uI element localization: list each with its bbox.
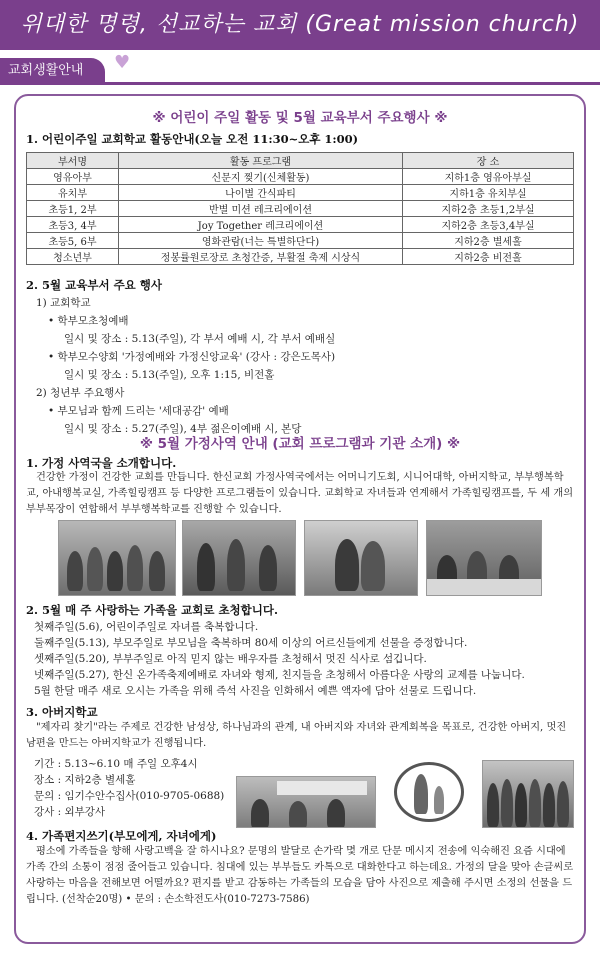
section-header-education: ※ 어린이 주일 활동 및 5월 교육부서 주요행사 ※	[152, 110, 448, 126]
table-row	[27, 249, 574, 265]
cell-program: 나이별 간식파티	[119, 185, 403, 201]
part1-title: 1. 어린이주일 교회학교 활동안내(오늘 오전 11:30~오후 1:00)	[26, 132, 359, 146]
page-banner: 위대한 명령, 선교하는 교회 (Great mission church)	[0, 0, 600, 50]
cell-program: 영화관람(너는 특별하단다)	[119, 233, 403, 249]
heart-icon: ♥	[114, 52, 131, 73]
photo-dinner	[426, 520, 542, 596]
part2-line: 2) 청년부 주요행사	[36, 387, 125, 399]
family2-line: 넷째주일(5.27), 한신 온가족축제예배로 자녀와 형제, 친지들을 초청해서 아름다운 사랑의 교제를 나눕니다.	[34, 669, 525, 681]
cell-dept: 청소년부	[27, 249, 119, 265]
section-header-family: ※ 5월 가정사역 안내 (교회 프로그램과 기관 소개) ※	[139, 436, 461, 452]
cell-place: 지하2층 별세홀	[403, 233, 574, 249]
part2-line: 일시 및 장소 : 5.27(주일), 4부 젊은이예배 시, 본당	[64, 423, 302, 435]
cell-place: 지하1층 유치부실	[403, 185, 574, 201]
family2-line: 둘째주일(5.13), 부모주일로 부모님을 축복하며 80세 이상의 어르신들에게 선물을 증정합니다.	[34, 637, 468, 649]
photo-father-class	[236, 776, 376, 828]
cell-place: 지하2층 초등1,2부실	[403, 201, 574, 217]
family2-line: 5월 한달 매주 새로 오시는 가족을 위해 즉석 사진을 인화해서 예쁜 액자에 담아 선물로 드립니다.	[34, 685, 477, 697]
family3-line: 문의 : 임기수안수집사(010-9705-0688)	[34, 790, 225, 802]
header-place: 장 소	[403, 153, 574, 169]
family3-title: 3. 아버지학교	[26, 705, 98, 719]
cell-place: 지하2층 초등3,4부실	[403, 217, 574, 233]
table-row	[27, 201, 574, 217]
table-row	[27, 185, 574, 201]
cell-program: 정봉률원로장로 초청간증, 부활절 축제 시상식	[119, 249, 403, 265]
part2-line: • 학부모수양회 '가정예배와 가정신앙교육' (강사 : 강은도목사)	[48, 351, 336, 363]
cell-dept: 초등3, 4부	[27, 217, 119, 233]
family1-title: 1. 가정 사역국을 소개합니다.	[26, 456, 177, 470]
cell-place: 지하1층 영유아부실	[403, 169, 574, 185]
header-dept: 부서명	[27, 153, 119, 169]
cell-place: 지하2층 비전홀	[403, 249, 574, 265]
family3-line: 장소 : 지하2층 별세홀	[34, 774, 136, 786]
cell-dept: 초등1, 2부	[27, 201, 119, 217]
activity-table	[26, 152, 574, 265]
cell-program: 반별 미션 레크리에이션	[119, 201, 403, 217]
photo-group	[58, 520, 176, 596]
family2-line: 첫째주일(5.6), 어린이주일로 자녀를 축복합니다.	[34, 621, 259, 633]
part2-line: 1) 교회학교	[36, 297, 91, 309]
family2-title: 2. 5월 매 주 사랑하는 가족을 교회로 초청합니다.	[26, 603, 278, 617]
family1-body: 건강한 가정이 건강한 교회를 만듭니다. 한신교회 가정사역국에서는 어머니기도회, 시니어대학, 아버지학교, 부부행복학교, 아내행복교실, 가족힐링캠프 등 다양한 프로그램들이 있습니다. 교회학교 자녀들과 연계해서 가족힐링캠프를, 두 세 개의 부부목장이 연합해서 부부행복학교를 진행할 수 있습니다.	[26, 472, 574, 515]
cell-program: Joy Together 레크리에이션	[119, 217, 403, 233]
family3-body: "제자리 찾기"라는 주제로 건강한 남성상, 하나님과의 관계, 내 아버지와 자녀와 관계회복을 목표로, 건강한 아버지, 멋진 남편을 만드는 아버지학교가 진행됩니다.	[26, 722, 567, 749]
family2-line: 셋째주일(5.20), 부부주일로 아직 믿지 않는 배우자를 초청해서 멋진 식사로 섬깁니다.	[34, 653, 427, 665]
part2-line: 일시 및 장소 : 5.13(주일), 각 부서 예배 시, 각 부서 예배실	[64, 333, 336, 345]
family4-title: 4. 가족편지쓰기(부모에게, 자녀에게)	[26, 829, 217, 843]
part2-line: • 부모님과 함께 드리는 '세대공감' 예배	[48, 405, 229, 417]
divider	[0, 82, 600, 85]
photo-dance	[182, 520, 296, 596]
photo-father-group	[482, 760, 574, 828]
table-row	[27, 233, 574, 249]
table-header-row	[27, 153, 574, 169]
part2-title: 2. 5월 교육부서 주요 행사	[26, 278, 163, 292]
family3-line: 기간 : 5.13~6.10 매 주일 오후4시	[34, 758, 198, 770]
family3-line: 강사 : 외부강사	[34, 806, 106, 818]
cell-dept: 영유아부	[27, 169, 119, 185]
header-program: 활동 프로그램	[119, 153, 403, 169]
part2-line: • 학부모초청예배	[48, 315, 129, 327]
section-tab: 교회생활안내	[0, 58, 105, 84]
cell-dept: 초등5, 6부	[27, 233, 119, 249]
cell-dept: 유치부	[27, 185, 119, 201]
table-row	[27, 169, 574, 185]
illustration-father-son	[384, 760, 476, 828]
table-row	[27, 217, 574, 233]
part2-line: 일시 및 장소 : 5.13(주일), 오후 1:15, 비전홀	[64, 369, 275, 381]
family4-body: 평소에 가족들을 향해 사랑고백을 잘 하시나요? 문명의 발달로 손가락 몇 개로 단문 메시지 전송에 익숙해진 요즘 시대에 가족 간의 소통이 점점 줄어들고 있습니다. 침대에 있는 부부들도 카톡으로 대화한다고 하는데요. 가정의 달을 맞아 손글씨로 사랑하는 마음을 전해보면 어떨까요? 편지를 받고 감동하는 가족들의 모습을 담아 사진으로 제출해 주시면 소정의 선물을 드립니다. (선착순20명) • 문의 : 손소학전도사(010-7273-7586)	[26, 846, 574, 905]
cell-program: 신문지 찢기(신체활동)	[119, 169, 403, 185]
photo-hug	[304, 520, 418, 596]
